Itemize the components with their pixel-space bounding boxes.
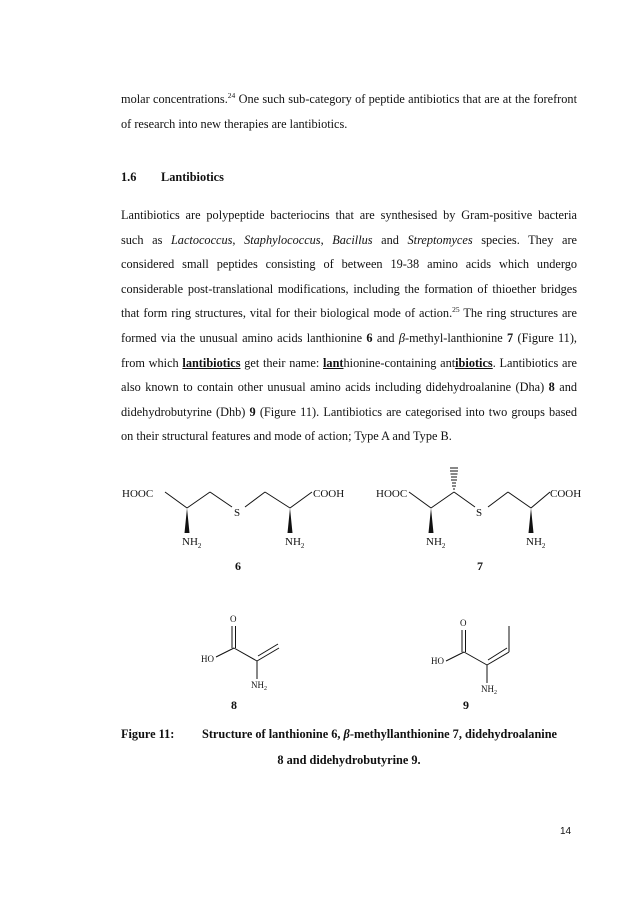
wedge-bond <box>529 508 534 533</box>
svg-text:NH2: $NH_2$ <box>251 680 267 692</box>
svg-text:NH2: $NH_2$ <box>526 536 546 550</box>
compound-label-6: 6 <box>235 559 241 573</box>
citation-24[interactable]: 24 <box>227 91 236 100</box>
svg-text:NH2: $NH_2$ <box>285 536 305 550</box>
ibiotics-emphasis: ibiotics <box>455 355 493 370</box>
svg-text:HO: HO <box>431 656 444 666</box>
svg-text:NH2: $NH_2$ <box>182 536 202 550</box>
genus-bacillus: Bacillus <box>332 232 373 247</box>
svg-text:S: S <box>476 507 483 519</box>
compound-ref-8: 8 <box>548 380 555 395</box>
svg-text:S: S <box>234 507 241 519</box>
wedge-bond <box>288 508 293 533</box>
paragraph-lantibiotics: Lantibiotics are polypeptide bacteriocins that are synthesised by Gram-positive bacteria such as Lactococcus, Staphylococcus, Bacillus and Streptomyces species. They are considered small peptides consisting of between 19-38 amino acids which undergo considerable post-translational modifications, including the formation of thioether bridges that form ring structures, vital for their biological mode of action.$^{25}$ The ring structures are formed via the unusual amino acids lanthionine 6 and β-methyl-lanthionine 7 (Figure 11), from which lantibiotics get their name: lanthionine-containing antibiotics. Lantibiotics are also known to contain other unusual amino acids including didehydroalanine (Dha) 8 and didehydrobutyrine (Dhb) 9 (Figure 11). Lantibiotics are categorised into two groups based on their structural features and mode of action; Type A and Type B. <box>121 208 578 444</box>
compound-ref-6: 6 <box>366 330 373 345</box>
structure-6-lanthionine <box>122 488 344 573</box>
paragraph-intro: molar concentrations.$^{24}$ One such sub-category of peptide antibiotics that are at the forefront of research into new therapies are lantibiotics. <box>121 91 577 131</box>
lant-emphasis: lant <box>323 355 344 370</box>
svg-text:O: O <box>460 618 467 628</box>
caption-line-2: 8 and didehydrobutyrine 9. <box>277 753 421 767</box>
svg-text:COOH: COOH <box>550 488 582 500</box>
section-title: Lantibiotics <box>161 170 224 184</box>
genus-streptomyces: Streptomyces <box>407 232 473 247</box>
wedge-bond <box>429 508 434 533</box>
structure-9-didehydrobutyrine <box>431 618 509 712</box>
svg-text:HOOC: HOOC <box>376 488 408 500</box>
genus-lactococcus: Lactococcus <box>170 232 233 247</box>
compound-label-8: 8 <box>231 698 237 712</box>
lantibiotics-emphasis: lantibiotics <box>182 355 241 370</box>
svg-text:O: O <box>230 614 237 624</box>
svg-text:NH2: $NH_2$ <box>481 684 497 696</box>
genus-staphylococcus: Staphylococcus <box>244 232 321 247</box>
caption-line-1: Structure of lanthionine 6, β-methyllanthionine 7, didehydroalanine <box>202 727 558 741</box>
structure-8-didehydroalanine <box>201 614 279 712</box>
svg-text:HOOC: HOOC <box>122 488 154 500</box>
figure-label: Figure 11: <box>121 727 175 741</box>
citation-25[interactable]: 25 <box>452 305 460 315</box>
compound-ref-7: 7 <box>507 330 514 345</box>
svg-text:COOH: COOH <box>313 488 345 500</box>
section-number: 1.6 <box>121 170 137 184</box>
svg-text:HO: HO <box>201 654 214 664</box>
compound-ref-9: 9 <box>249 404 256 419</box>
svg-text:NH2: $NH_2$ <box>426 536 446 550</box>
structure-7-methyllanthionine <box>376 468 581 573</box>
compound-label-7: 7 <box>477 559 483 573</box>
page-number: 14 <box>560 826 572 837</box>
hashed-methyl-bond <box>450 468 458 489</box>
compound-label-9: 9 <box>463 698 469 712</box>
wedge-bond <box>185 508 190 533</box>
